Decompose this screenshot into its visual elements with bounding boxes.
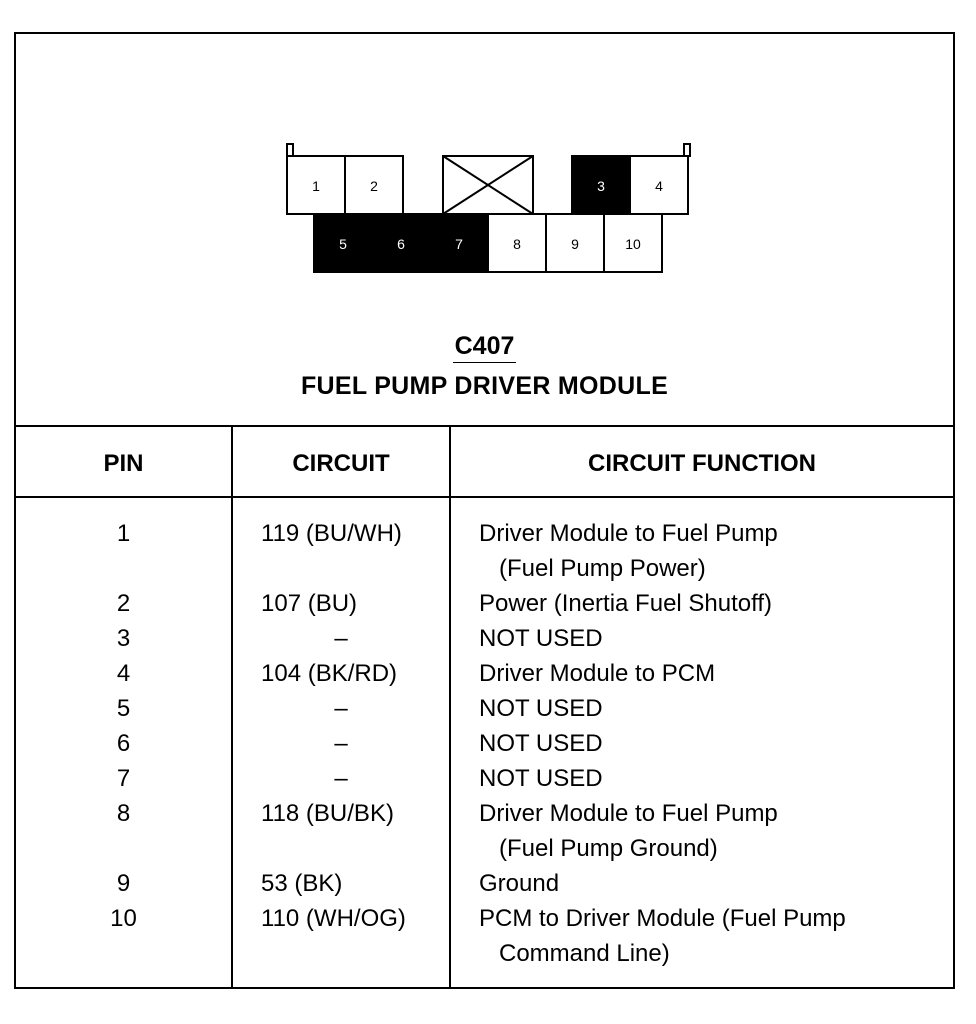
function-text: NOT USED [479,695,603,722]
function-text: Driver Module to PCM [479,660,716,687]
pin-number-1: 1 [312,178,320,194]
function-text-continued: Command Line) [499,940,670,967]
function-text: Driver Module to Fuel Pump [479,520,778,547]
connector-bottom-row [314,214,662,272]
function-cell [479,621,939,656]
table-top-divider [16,425,953,427]
pin-cell: 6 [116,730,131,757]
circuit-cell: – [334,730,348,757]
pin-cell: 10 [110,905,137,932]
function-text: PCM to Driver Module (Fuel Pump [479,905,846,932]
pin-cell: 3 [116,625,131,652]
pin-number-6: 6 [397,236,405,252]
latch-right [684,144,690,156]
function-cell [479,656,939,691]
header-circuit-function: CIRCUIT FUNCTION [588,450,816,477]
header-pin: PIN [103,450,144,477]
pin-cell: 7 [116,765,131,792]
pin-cell: 4 [116,660,131,687]
function-text: Power (Inertia Fuel Shutoff) [479,590,773,617]
pin-number-4: 4 [655,178,663,194]
function-cell [479,866,939,901]
function-cell [479,796,939,866]
pin-number-9: 9 [571,236,579,252]
function-text-continued: (Fuel Pump Ground) [499,835,718,862]
pin-number-3: 3 [597,178,605,194]
pin-number-7: 7 [455,236,463,252]
latch-left [287,144,293,156]
function-cell [479,761,939,796]
pin-cell: 1 [116,520,131,547]
connector-id-text: C407 [453,332,517,363]
function-text: NOT USED [479,625,603,652]
circuit-cell: – [334,695,348,722]
pin-number-5: 5 [339,236,347,252]
circuit-cell: – [334,765,348,792]
column-divider-circuit [449,425,451,987]
function-text: Driver Module to Fuel Pump [479,800,778,827]
connector-name: FUEL PUMP DRIVER MODULE [300,372,669,400]
function-cell [479,516,939,586]
circuit-cell: 110 (WH/OG) [261,905,406,932]
circuit-cell: 107 (BU) [261,590,358,617]
function-text-continued: (Fuel Pump Power) [499,555,706,582]
pin-cell: 2 [116,590,131,617]
function-cell [479,726,939,761]
function-text: NOT USED [479,765,603,792]
function-cell [479,586,939,621]
connector-pinout-diagram [14,32,955,989]
function-text: Ground [479,870,560,897]
pin-number-8: 8 [513,236,521,252]
circuit-cell: 119 (BU/WH) [261,520,402,547]
function-cell [479,691,939,726]
circuit-cell: 104 (BK/RD) [261,660,398,687]
pin-cell: 9 [116,870,131,897]
connector-face-view [16,34,953,294]
connector-id [16,332,953,361]
circuit-cell: – [334,625,348,652]
header-circuit: CIRCUIT [292,450,390,477]
circuit-cell: 118 (BU/BK) [261,800,394,827]
circuit-cell: 53 (BK) [261,870,343,897]
pin-cell: 5 [116,695,131,722]
function-cell [479,901,939,971]
pin-number-10: 10 [625,236,641,252]
function-text: NOT USED [479,730,603,757]
pin-number-2: 2 [370,178,378,194]
pin-cell: 8 [116,800,131,827]
header-divider [16,496,953,498]
